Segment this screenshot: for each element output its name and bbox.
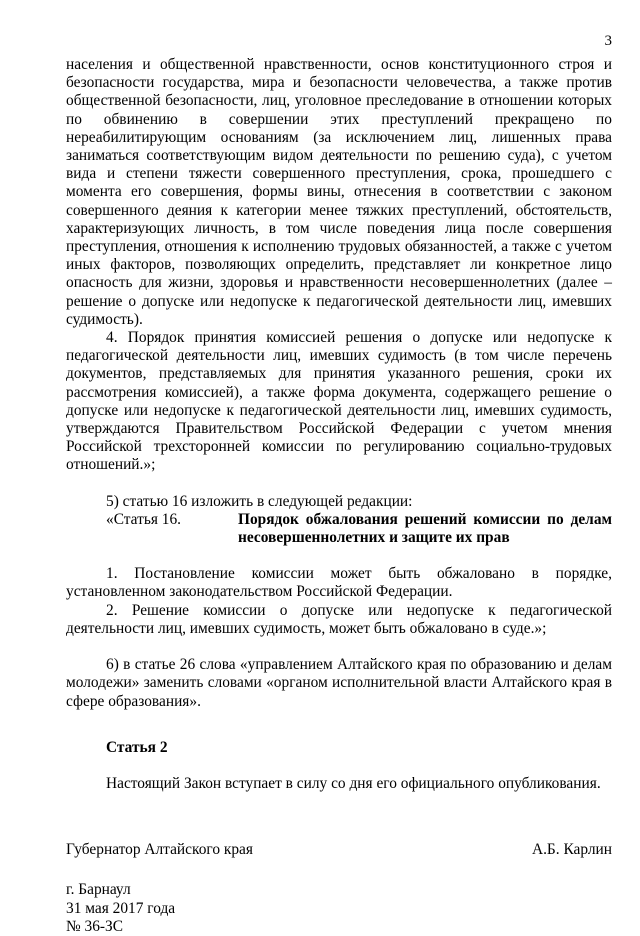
place: г. Барнаул: [66, 881, 131, 899]
law-number: № 36-ЗС: [66, 917, 124, 935]
governor-title: Губернатор Алтайского края: [66, 841, 253, 859]
article-16-heading: [66, 511, 612, 547]
document-body: [66, 56, 612, 936]
paragraph-item-4: 4. Порядок принятия комиссией решения о допуске или недопуске к педагогической деятельности лиц, имевших судимость (в том числе перечень документов, представляемых для принятия указанного решения, сроки их рассмотрения комиссией), а также форма документа, содержащего решение о допуске или недопуске к педагогической деятельности лиц, имевших судимость, утверждаются Правительством Российской Федерации с учетом мнения Российской трехсторонней комиссии по регулированию социально-трудовых отношений.»;: [66, 329, 612, 474]
article-2-heading: Статья 2: [106, 738, 168, 756]
paragraph-continuation: населения и общественной нравственности, основ конституционного строя и безопасности государства, мира и безопасности человечества, а также против общественной безопасности, лиц, уголовное преследование в отношении которых по обвинению в совершении этих преступлений прекращено по нереабилитирующим основаниям (за исключением лиц, лишенных права заниматься соответствующим видом деятельности по решению суда), с учетом вида и степени тяжести совершенного преступления, срока, прошедшего с момента его совершения, формы вины, отнесения в соответствии с законом совершенного деяния к категории менее тяжких преступлений, обстоятельств, характеризующих личность, в том числе поведения лица после совершения преступления, отношения к исполнению трудовых обязанностей, а также с учетом иных факторов, позволяющих определить, представляет ли конкретное лицо опасность для жизни, здоровья и нравственности несовершеннолетних (далее – решение о допуске или недопуске к педагогической деятельности лиц, имевших судимость).: [66, 56, 612, 328]
paragraph-amendment-6: 6) в статье 26 слова «управлением Алтайского края по образованию и делам молодежи» заменить словами «органом исполнительной власти Алтайского края в сфере образования».: [66, 656, 612, 710]
page-number: 3: [604, 33, 612, 49]
paragraph-article-16-item-2: 2. Решение комиссии о допуске или недопуске к педагогической деятельности лиц, имевших судимость, может быть обжаловано в суде.»;: [66, 601, 612, 637]
paragraph-amendment-5: 5) статью 16 изложить в следующей редакции:: [106, 492, 413, 510]
date: 31 мая 2017 года: [66, 899, 176, 917]
signer-name: А.Б. Карлин: [531, 841, 612, 859]
paragraph-article-16-item-1: 1. Постановление комиссии может быть обжаловано в порядке, установленном законодательством Российской Федерации.: [66, 565, 612, 601]
signature-row: [66, 841, 612, 859]
article-16-label: «Статья 16.: [106, 510, 182, 528]
article-16-title: Порядок обжалования решений комиссии по делам несовершеннолетних и защите их прав: [238, 510, 612, 547]
paragraph-article-2: Настоящий Закон вступает в силу со дня его официального опубликования.: [106, 774, 601, 792]
